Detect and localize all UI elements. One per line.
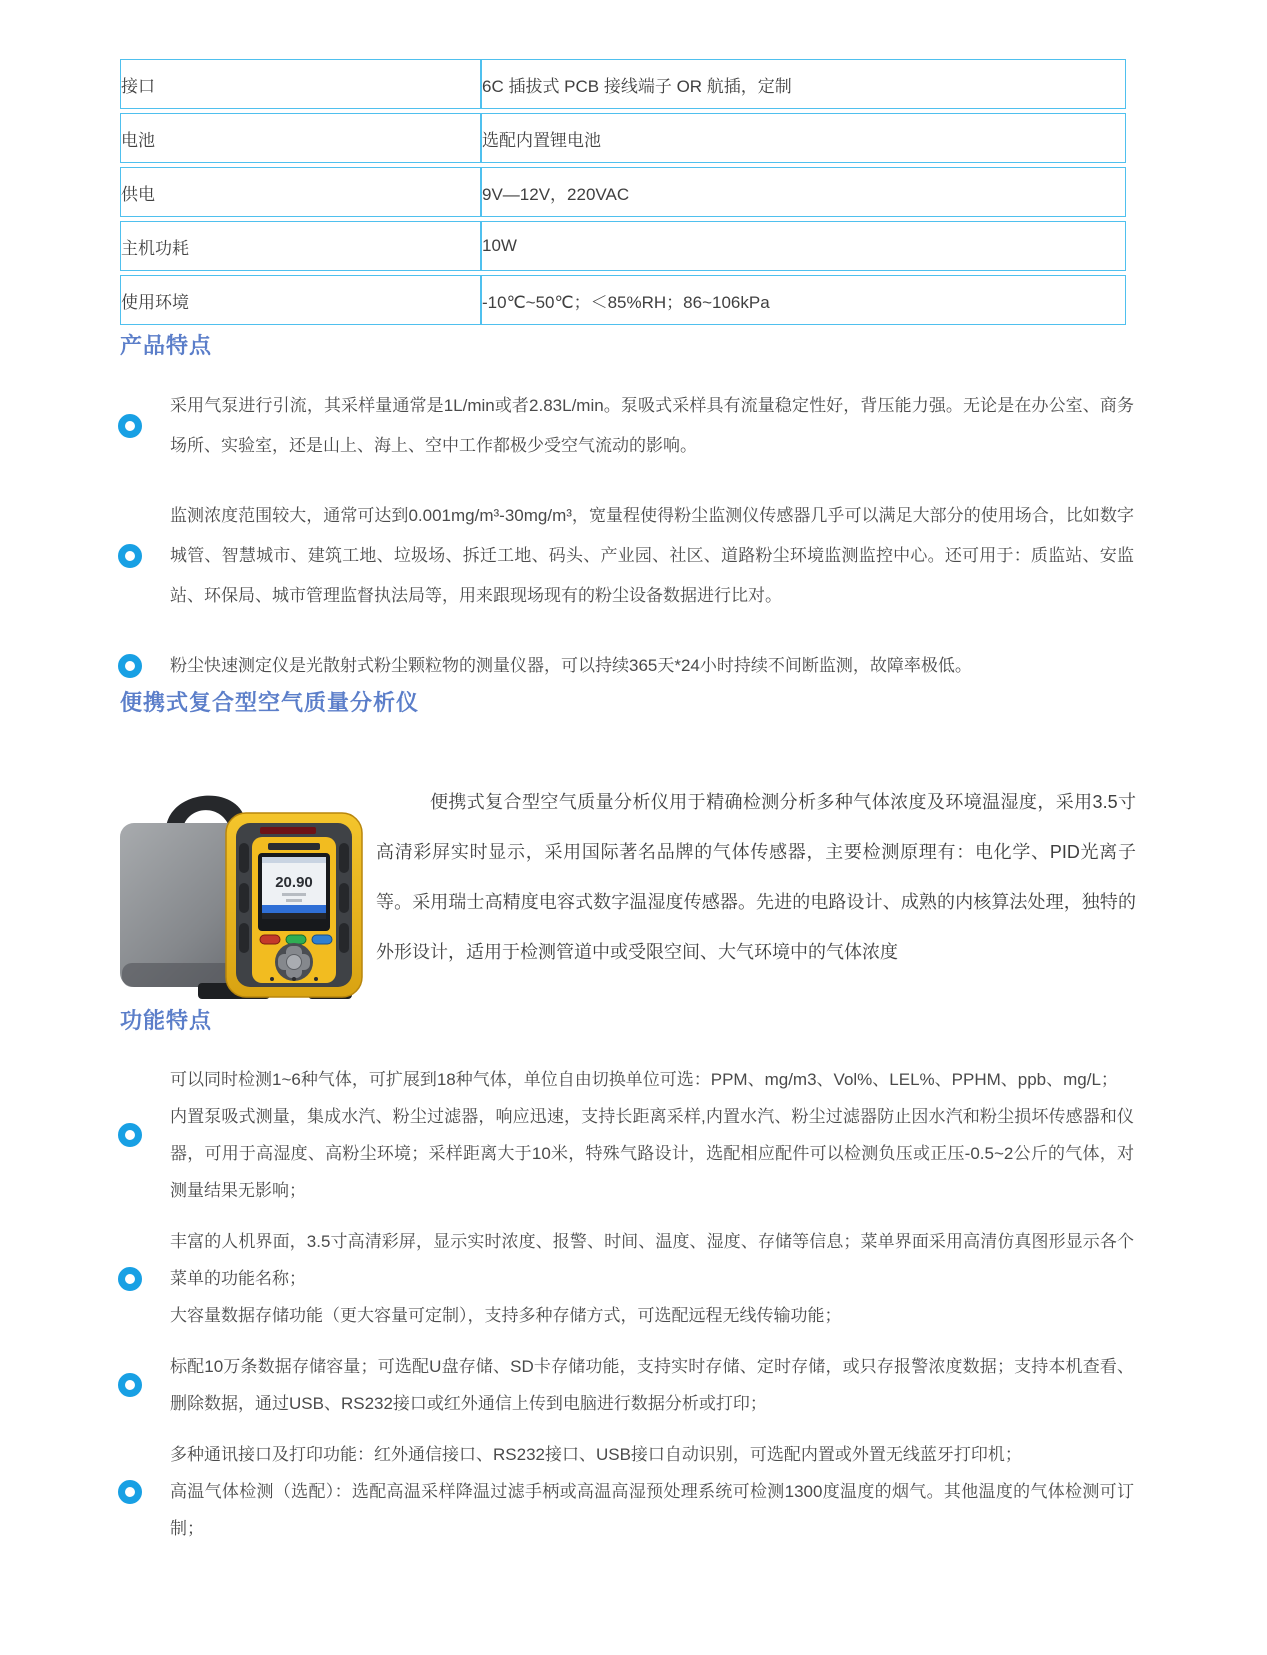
- bullet-circle-icon: [118, 544, 142, 568]
- feature-text: 内置泵吸式测量，集成水汽、粉尘过滤器，响应迅速，支持长距离采样,内置水汽、粉尘过滤器防止因水汽和粉尘损坏传感器和仪器，可用于高湿度、高粉尘环境；采样距离大于10米，特殊气路设计，选配相应配件可以检测负压或正压-0.5~2公斤的气体，对测量结果无影响；: [170, 1107, 1134, 1200]
- bullet-circle-icon: [118, 414, 142, 438]
- function-features-list: [118, 1061, 1134, 1547]
- feature-item: [118, 1348, 1134, 1422]
- feature-text-block: [170, 496, 1134, 616]
- bullet-circle-icon: [118, 1373, 142, 1397]
- table-row: [120, 59, 1126, 109]
- feature-item: [118, 646, 1134, 686]
- bullet-circle-icon: [118, 1267, 142, 1291]
- feature-text: 粉尘快速测定仪是光散射式粉尘颗粒物的测量仪器，可以持续365天*24小时持续不间断监测，故障率极低。: [170, 656, 972, 675]
- feature-text: 监测浓度范围较大，通常可达到0.001mg/m³-30mg/m³，宽量程使得粉尘监测仪传感器几乎可以满足大部分的使用场合，比如数字城管、智慧城市、建筑工地、垃圾场、拆迁工地、码头、产业园、社区、道路粉尘环境监测监控中心。还可用于：质监站、安监站、环保局、城市管理监督执法局等，用来跟现场现有的粉尘设备数据进行比对。: [170, 506, 1134, 605]
- spec-value: -10℃~50℃；＜85%RH；86~106kPa: [481, 275, 1126, 325]
- bullet-circle-icon: [118, 1480, 142, 1504]
- spec-value: 选配内置锂电池: [481, 113, 1126, 163]
- product-features-list: [118, 386, 1134, 686]
- feature-item: [118, 1061, 1134, 1209]
- device-button-blue: [312, 935, 332, 944]
- section-heading-product-features: 产品特点: [120, 333, 213, 358]
- feature-item: [118, 386, 1134, 466]
- feature-text: 丰富的人机界面，3.5寸高清彩屏，显示实时浓度、报警、时间、温度、湿度、存储等信息；菜单界面采用高清仿真图形显示各个菜单的功能名称；: [170, 1232, 1134, 1288]
- table-row: [120, 167, 1126, 217]
- feature-item: [118, 1436, 1134, 1547]
- device-screen-value: 20.90: [275, 874, 313, 891]
- table-row: [120, 221, 1126, 271]
- feature-text: 大容量数据存储功能（更大容量可定制），支持多种存储方式，可选配远程无线传输功能；: [170, 1306, 842, 1325]
- device-button-red: [260, 935, 280, 944]
- bullet-circle-icon: [118, 1123, 142, 1147]
- feature-item: [118, 1223, 1134, 1334]
- spec-label: 主机功耗: [120, 221, 481, 271]
- spec-value: 10W: [481, 221, 1126, 271]
- bullet-circle-icon: [118, 654, 142, 678]
- analyzer-section: [110, 771, 1267, 1004]
- table-row: [120, 113, 1126, 163]
- feature-text-block: [170, 386, 1134, 466]
- analyzer-product-image: [110, 771, 372, 1004]
- feature-text: 高温气体检测（选配）：选配高温采样降温过滤手柄或高温高湿预处理系统可检测1300度温度的烟气。其他温度的气体检测可订制；: [170, 1482, 1134, 1538]
- feature-text: 采用气泵进行引流，其采样量通常是1L/min或者2.83L/min。泵吸式采样具有流量稳定性好，背压能力强。无论是在办公室、商务场所、实验室，还是山上、海上、空中工作都极少受空气流动的影响。: [170, 396, 1134, 455]
- feature-text: 多种通讯接口及打印功能：红外通信接口、RS232接口、USB接口自动识别，可选配内置或外置无线蓝牙打印机；: [170, 1445, 1022, 1464]
- spec-label: 供电: [120, 167, 481, 217]
- product-spec-page: [0, 55, 1267, 1547]
- feature-text-block: [170, 1223, 1134, 1334]
- device-button-green: [286, 935, 306, 944]
- spec-value: 9V—12V，220VAC: [481, 167, 1126, 217]
- feature-item: [118, 496, 1134, 616]
- spec-label: 使用环境: [120, 275, 481, 325]
- spec-value: 6C 插拔式 PCB 接线端子 OR 航插，定制: [481, 59, 1126, 109]
- analyzer-description: 便携式复合型空气质量分析仪用于精确检测分析多种气体浓度及环境温湿度，采用3.5寸高清彩屏实时显示，采用国际著名品牌的气体传感器，主要检测原理有：电化学、PID光离子等。采用瑞士高精度电容式数字温湿度传感器。先进的电路设计、成熟的内核算法处理，独特的外形设计，适用于检测管道中或受限空间、大气环境中的气体浓度: [376, 792, 1136, 962]
- feature-text-block: [170, 1436, 1134, 1547]
- feature-text: 标配10万条数据存储容量；可选配U盘存储、SD卡存储功能，支持实时存储、定时存储，或只存报警浓度数据；支持本机查看、删除数据，通过USB、RS232接口或红外通信上传到电脑进行数据分析或打印；: [170, 1357, 1134, 1413]
- spec-label: 电池: [120, 113, 481, 163]
- spec-table: [120, 55, 1126, 329]
- spec-label: 接口: [120, 59, 481, 109]
- section-heading-analyzer: 便携式复合型空气质量分析仪: [120, 690, 420, 715]
- analyzer-device-illustration: [110, 771, 372, 1004]
- table-row: [120, 275, 1126, 325]
- section-heading-function-features: 功能特点: [120, 1008, 213, 1033]
- device-vent: [260, 827, 316, 834]
- feature-text: 可以同时检测1~6种气体，可扩展到18种气体，单位自由切换单位可选：PPM、mg/m3、Vol%、LEL%、PPHM、ppb、mg/L；: [170, 1070, 1118, 1089]
- feature-text-block: [170, 1061, 1134, 1209]
- feature-text-block: [170, 1348, 1134, 1422]
- feature-text-block: [170, 646, 1134, 686]
